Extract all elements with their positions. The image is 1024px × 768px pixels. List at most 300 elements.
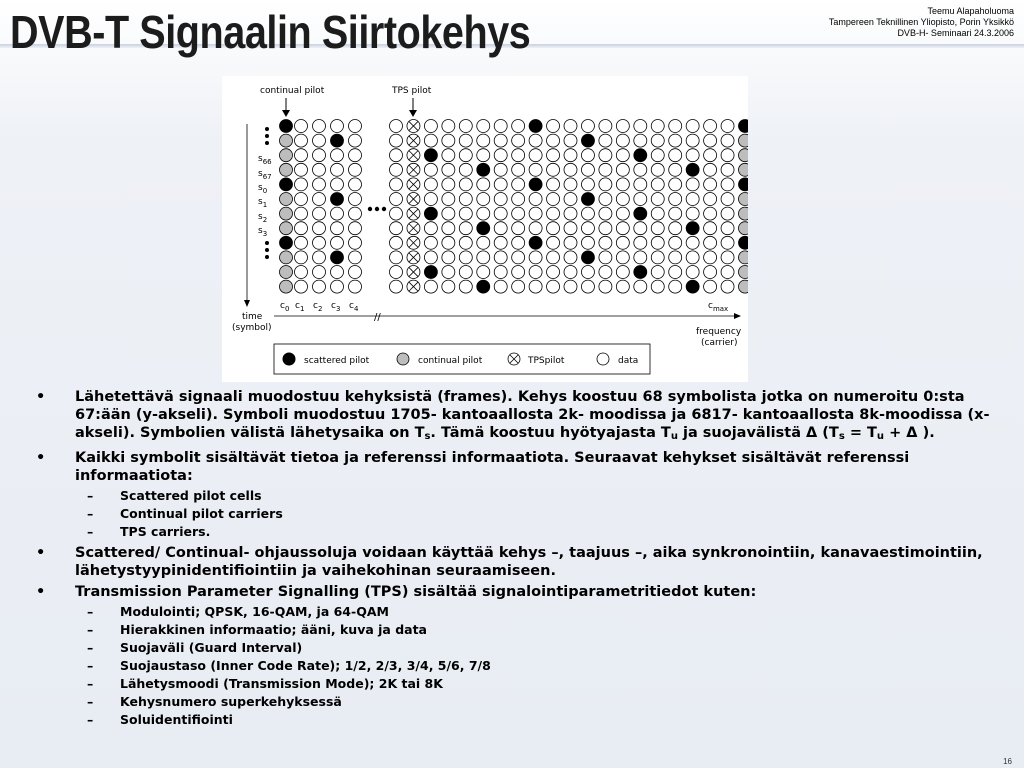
time-label-unit: (symbol) bbox=[232, 323, 272, 333]
data-cell bbox=[512, 149, 525, 162]
data-cell bbox=[581, 178, 594, 191]
bullet-synchronization: • Scattered/ Continual- ohjaussoluja voidaan käyttää kehys –, taajuus –, aika synkronointiin, kanavaestimointiin, lähetystyypinidentifiointiin ja vaihekohinan seuraamiseen. bbox=[36, 545, 983, 579]
data-cell bbox=[564, 251, 577, 264]
data-cell bbox=[313, 149, 326, 162]
data-cell bbox=[564, 134, 577, 147]
column-label-cmax: $c_{max}$ bbox=[708, 301, 729, 313]
sub-bullet: – Lähetysmoodi (Transmission Mode); 2K tai 8K bbox=[87, 676, 443, 691]
data-cell bbox=[442, 163, 455, 176]
data-cell bbox=[295, 207, 308, 220]
data-cell bbox=[390, 134, 403, 147]
dots-middle bbox=[368, 207, 386, 211]
data-cell bbox=[529, 163, 542, 176]
sub-bullet: – Suojaväli (Guard Interval) bbox=[87, 640, 303, 655]
data-cell bbox=[547, 149, 560, 162]
data-cell bbox=[599, 178, 612, 191]
scattered-pilot-cell bbox=[634, 266, 647, 279]
data-cell bbox=[669, 222, 682, 235]
data-cell bbox=[512, 163, 525, 176]
data-cell bbox=[442, 236, 455, 249]
data-cell bbox=[349, 178, 362, 191]
continual-pilot-cell bbox=[280, 193, 293, 206]
data-cell bbox=[313, 178, 326, 191]
column-label: $c_2$ bbox=[313, 301, 323, 313]
data-cell bbox=[459, 251, 472, 264]
data-cell bbox=[313, 280, 326, 293]
slide-title: DVB-T Signaalin Siirtokehys bbox=[10, 6, 531, 58]
data-cell bbox=[424, 163, 437, 176]
data-cell bbox=[547, 280, 560, 293]
data-cell bbox=[721, 236, 734, 249]
data-cell bbox=[616, 120, 629, 133]
data-cell bbox=[581, 222, 594, 235]
data-cell bbox=[313, 266, 326, 279]
bullet-reference-info: • Kaikki symbolit sisältävät tietoa ja referenssi informaatiota. Seuraavat kehykset sisältävät referenssi informaatiota: – Scattered pilot cells – Continual pilot carriers – TPS carriers. bbox=[36, 449, 996, 541]
data-cell bbox=[564, 120, 577, 133]
data-cell bbox=[459, 266, 472, 279]
data-cell bbox=[331, 280, 344, 293]
sub-bullet: – Kehysnumero superkehyksessä bbox=[87, 694, 342, 709]
tps-pilot-cell bbox=[407, 120, 420, 133]
data-cell bbox=[512, 178, 525, 191]
data-cell bbox=[442, 149, 455, 162]
data-cell bbox=[599, 120, 612, 133]
data-cell bbox=[349, 236, 362, 249]
data-cell bbox=[669, 178, 682, 191]
tps-pilot-cell bbox=[407, 251, 420, 264]
legend bbox=[274, 344, 650, 374]
data-cell bbox=[477, 134, 490, 147]
data-cell bbox=[564, 222, 577, 235]
column-label: $c_1$ bbox=[295, 301, 305, 313]
data-cell bbox=[349, 149, 362, 162]
slide-meta bbox=[829, 6, 1014, 39]
continual-pilot-label: continual pilot bbox=[260, 86, 325, 96]
continual-pilot-cell bbox=[739, 207, 749, 220]
scattered-pilot-cell bbox=[739, 236, 749, 249]
data-cell bbox=[669, 149, 682, 162]
legend-data-symbol bbox=[597, 353, 609, 365]
row-label: $s_2$ bbox=[258, 212, 268, 224]
sub-bullet: – Hierakkinen informaatio; ääni, kuva ja data bbox=[87, 622, 427, 637]
data-cell bbox=[331, 163, 344, 176]
column-labels bbox=[280, 301, 728, 313]
data-cell bbox=[704, 134, 717, 147]
data-cell bbox=[459, 280, 472, 293]
data-cell bbox=[390, 251, 403, 264]
sub-bullet: – Suojaustaso (Inner Code Rate); 1/2, 2/3, 3/4, 5/6, 7/8 bbox=[87, 658, 491, 673]
data-cell bbox=[721, 120, 734, 133]
data-cell bbox=[721, 193, 734, 206]
meta-author: Teemu Alapaholuoma bbox=[927, 6, 1014, 16]
tps-pilot-cell bbox=[407, 266, 420, 279]
dots-bottom bbox=[265, 241, 269, 259]
data-cell bbox=[721, 266, 734, 279]
tps-pilot-cell bbox=[407, 163, 420, 176]
data-cell bbox=[295, 266, 308, 279]
data-cell bbox=[512, 120, 525, 133]
data-cell bbox=[651, 178, 664, 191]
continual-pilot-cell bbox=[739, 149, 749, 162]
tps-pilot-cell bbox=[407, 178, 420, 191]
continual-pilot-cell bbox=[280, 120, 293, 133]
data-cell bbox=[529, 193, 542, 206]
row-label: $s_1$ bbox=[258, 197, 268, 209]
data-cell bbox=[651, 236, 664, 249]
time-label: time bbox=[242, 312, 263, 322]
data-cell bbox=[547, 207, 560, 220]
bullet-marker: • bbox=[36, 450, 46, 466]
data-cell bbox=[349, 193, 362, 206]
continual-pilot-cell bbox=[280, 251, 293, 264]
data-cell bbox=[424, 222, 437, 235]
data-cell bbox=[512, 266, 525, 279]
data-cell bbox=[442, 193, 455, 206]
scattered-pilot-cell bbox=[529, 120, 542, 133]
data-cell bbox=[669, 207, 682, 220]
data-cell bbox=[349, 266, 362, 279]
data-cell bbox=[295, 222, 308, 235]
data-cell bbox=[529, 207, 542, 220]
data-cell bbox=[547, 266, 560, 279]
data-cell bbox=[390, 207, 403, 220]
data-cell bbox=[547, 134, 560, 147]
tps-pilot-cell bbox=[407, 222, 420, 235]
data-cell bbox=[313, 163, 326, 176]
frequency-label-unit: (carrier) bbox=[701, 338, 738, 348]
scattered-pilot-cell bbox=[477, 163, 490, 176]
data-cell bbox=[349, 251, 362, 264]
data-cell bbox=[424, 193, 437, 206]
data-cell bbox=[390, 178, 403, 191]
data-cell bbox=[390, 120, 403, 133]
continual-pilot-cell bbox=[739, 134, 749, 147]
axis-break: // bbox=[374, 312, 381, 323]
data-cell bbox=[704, 207, 717, 220]
page-number: 16 bbox=[1003, 757, 1012, 766]
data-cell bbox=[477, 207, 490, 220]
data-cell bbox=[349, 120, 362, 133]
data-cell bbox=[477, 178, 490, 191]
data-cell bbox=[616, 251, 629, 264]
data-cell bbox=[669, 120, 682, 133]
data-cell bbox=[669, 266, 682, 279]
frequency-axis bbox=[274, 312, 742, 348]
data-cell bbox=[529, 222, 542, 235]
legend-scattered-label: scattered pilot bbox=[304, 356, 370, 366]
data-cell bbox=[634, 193, 647, 206]
data-cell bbox=[704, 222, 717, 235]
continual-pilot-cell bbox=[739, 193, 749, 206]
data-cell bbox=[331, 222, 344, 235]
tps-pilot-label: TPS pilot bbox=[392, 86, 432, 96]
data-cell bbox=[616, 149, 629, 162]
tps-pilot-cell bbox=[407, 236, 420, 249]
data-cell bbox=[686, 193, 699, 206]
data-cell bbox=[512, 222, 525, 235]
data-cell bbox=[494, 236, 507, 249]
data-cell bbox=[512, 134, 525, 147]
data-cell bbox=[616, 207, 629, 220]
data-cell bbox=[295, 236, 308, 249]
pilot-arrows bbox=[282, 98, 417, 117]
data-cell bbox=[442, 134, 455, 147]
data-cell bbox=[651, 251, 664, 264]
data-cell bbox=[331, 178, 344, 191]
data-cell bbox=[581, 163, 594, 176]
data-cell bbox=[721, 134, 734, 147]
data-cell bbox=[494, 193, 507, 206]
data-cell bbox=[313, 134, 326, 147]
data-cell bbox=[599, 280, 612, 293]
scattered-pilot-cell bbox=[424, 149, 437, 162]
data-cell bbox=[442, 251, 455, 264]
data-cell bbox=[651, 149, 664, 162]
data-cell bbox=[686, 266, 699, 279]
data-cell bbox=[512, 193, 525, 206]
data-cell bbox=[669, 134, 682, 147]
data-cell bbox=[512, 251, 525, 264]
data-cell bbox=[313, 251, 326, 264]
data-cell bbox=[634, 251, 647, 264]
scattered-pilot-cell bbox=[331, 193, 344, 206]
data-cell bbox=[704, 163, 717, 176]
tps-pilot-cell bbox=[407, 193, 420, 206]
data-cell bbox=[529, 134, 542, 147]
continual-pilot-cell bbox=[739, 222, 749, 235]
data-cell bbox=[424, 134, 437, 147]
row-label: $s_0$ bbox=[258, 183, 268, 195]
legend-tps-symbol bbox=[508, 353, 520, 365]
scattered-pilot-cell bbox=[686, 163, 699, 176]
data-cell bbox=[331, 236, 344, 249]
scattered-pilot-cell bbox=[634, 149, 647, 162]
data-cell bbox=[459, 236, 472, 249]
continual-pilot-cell bbox=[280, 134, 293, 147]
meta-event: DVB-H- Seminaari 24.3.2006 bbox=[897, 28, 1014, 38]
bullet-marker: • bbox=[36, 545, 46, 561]
data-cell bbox=[295, 134, 308, 147]
frequency-label: frequency bbox=[696, 327, 742, 337]
continual-pilot-cell bbox=[280, 222, 293, 235]
legend-continual-symbol bbox=[397, 353, 409, 365]
sub-bullet: – Modulointi; QPSK, 16-QAM, ja 64-QAM bbox=[87, 604, 389, 619]
data-cell bbox=[477, 193, 490, 206]
data-cell bbox=[721, 251, 734, 264]
data-cell bbox=[721, 207, 734, 220]
sub-bullet: – Continual pilot carriers bbox=[87, 506, 283, 521]
data-cell bbox=[669, 236, 682, 249]
data-cell bbox=[424, 280, 437, 293]
data-cell bbox=[651, 222, 664, 235]
data-cell bbox=[599, 207, 612, 220]
data-cell bbox=[634, 280, 647, 293]
continual-pilot-cell bbox=[280, 149, 293, 162]
data-cell bbox=[721, 178, 734, 191]
continual-pilot-cell bbox=[739, 266, 749, 279]
data-cell bbox=[599, 149, 612, 162]
continual-pilot-cell bbox=[280, 178, 293, 191]
data-cell bbox=[651, 120, 664, 133]
data-cell bbox=[651, 193, 664, 206]
data-cell bbox=[634, 178, 647, 191]
data-cell bbox=[651, 134, 664, 147]
data-cell bbox=[494, 149, 507, 162]
data-cell bbox=[564, 266, 577, 279]
data-cell bbox=[459, 134, 472, 147]
scattered-pilot-cell bbox=[686, 280, 699, 293]
data-cell bbox=[704, 280, 717, 293]
data-cell bbox=[669, 193, 682, 206]
data-cell bbox=[634, 222, 647, 235]
data-cell bbox=[331, 207, 344, 220]
data-cell bbox=[564, 236, 577, 249]
bullet-tps: • Transmission Parameter Signalling (TPS) sisältää signalointiparametritiedot kuten: – Modulointi; QPSK, 16-QAM, ja 64-QAM – Hierakkinen informaatio; ääni, kuva ja data – Suojaväli (Guard Interval) – Suojaustaso (Inner Code Rate); 1/2, 2/3, 3/4, 5/6, 7/8 – Lähetysmoodi (Transmission Mode); 2K tai 8K – Kehysnumero superkehyksessä – Soluidentifiointi bbox=[36, 583, 996, 729]
data-cell bbox=[494, 120, 507, 133]
data-cell bbox=[686, 149, 699, 162]
continual-pilot-cell bbox=[280, 266, 293, 279]
data-cell bbox=[686, 134, 699, 147]
bullet-list bbox=[36, 388, 996, 732]
data-cell bbox=[547, 251, 560, 264]
data-cell bbox=[349, 134, 362, 147]
data-cell bbox=[721, 163, 734, 176]
scattered-pilot-cell bbox=[634, 207, 647, 220]
data-cell bbox=[295, 251, 308, 264]
data-cell bbox=[529, 280, 542, 293]
data-cell bbox=[529, 266, 542, 279]
data-cell bbox=[581, 236, 594, 249]
data-cell bbox=[529, 149, 542, 162]
data-cell bbox=[704, 178, 717, 191]
data-cell bbox=[349, 280, 362, 293]
data-cell bbox=[477, 120, 490, 133]
data-cell bbox=[651, 266, 664, 279]
bullet-frame-structure: • Lähetettävä signaali muodostuu kehyksistä (frames). Kehys koostuu 68 symbolista jotka on numeroitu 0:sta 67:ään (y-akseli). Symboli muodostuu 1705- kantoaallosta 2k- moodissa ja 6817- kantoaallosta 8k-moodissa (x-akseli). Symbolien välistä lähetysaika on $T_s$. Tämä koostuu hyötyajasta $T_u$ ja suojavälistä Δ ($T_s = T_u + \Delta$ ). bbox=[36, 389, 990, 442]
data-cell bbox=[512, 280, 525, 293]
data-cell bbox=[634, 236, 647, 249]
data-cell bbox=[616, 163, 629, 176]
data-cell bbox=[704, 149, 717, 162]
data-cell bbox=[651, 280, 664, 293]
data-cell bbox=[547, 193, 560, 206]
data-cell bbox=[313, 120, 326, 133]
data-cell bbox=[313, 193, 326, 206]
continual-pilot-cell bbox=[739, 251, 749, 264]
data-cell bbox=[564, 207, 577, 220]
continual-pilot-cell bbox=[280, 236, 293, 249]
data-cell bbox=[686, 178, 699, 191]
data-cell bbox=[634, 134, 647, 147]
row-label: $s_{67}$ bbox=[258, 169, 272, 181]
data-cell bbox=[547, 222, 560, 235]
data-cell bbox=[349, 207, 362, 220]
tps-pilot-cell bbox=[407, 149, 420, 162]
scattered-pilot-cell bbox=[739, 120, 749, 133]
data-cell bbox=[686, 207, 699, 220]
data-cell bbox=[599, 163, 612, 176]
row-label: $s_{66}$ bbox=[258, 154, 272, 166]
column-label: $c_4$ bbox=[349, 301, 359, 313]
data-cell bbox=[494, 266, 507, 279]
data-cell bbox=[564, 163, 577, 176]
data-cell bbox=[390, 193, 403, 206]
time-axis bbox=[232, 124, 272, 333]
data-cell bbox=[634, 163, 647, 176]
data-cell bbox=[704, 266, 717, 279]
data-cell bbox=[313, 222, 326, 235]
data-cell bbox=[477, 266, 490, 279]
data-cell bbox=[494, 207, 507, 220]
row-label: $s_3$ bbox=[258, 226, 268, 238]
data-cell bbox=[331, 120, 344, 133]
data-cell bbox=[442, 266, 455, 279]
data-cell bbox=[686, 251, 699, 264]
data-cell bbox=[547, 163, 560, 176]
continual-pilot-cell bbox=[739, 163, 749, 176]
data-cell bbox=[349, 222, 362, 235]
data-cell bbox=[459, 222, 472, 235]
continual-pilot-cell bbox=[280, 163, 293, 176]
data-cell bbox=[295, 149, 308, 162]
data-cell bbox=[686, 236, 699, 249]
data-cell bbox=[704, 120, 717, 133]
data-cell bbox=[295, 163, 308, 176]
data-cell bbox=[581, 207, 594, 220]
data-cell bbox=[390, 222, 403, 235]
data-cell bbox=[599, 266, 612, 279]
data-cell bbox=[599, 193, 612, 206]
data-cell bbox=[390, 163, 403, 176]
data-cell bbox=[669, 280, 682, 293]
data-cell bbox=[512, 236, 525, 249]
scattered-pilot-cell bbox=[424, 207, 437, 220]
data-cell bbox=[442, 178, 455, 191]
scattered-pilot-cell bbox=[331, 251, 344, 264]
scattered-pilot-cell bbox=[581, 251, 594, 264]
legend-scattered-symbol bbox=[283, 353, 295, 365]
data-cell bbox=[634, 120, 647, 133]
tps-pilot-cell bbox=[407, 207, 420, 220]
data-cell bbox=[390, 280, 403, 293]
data-cell bbox=[459, 163, 472, 176]
data-cell bbox=[512, 207, 525, 220]
data-cell bbox=[442, 207, 455, 220]
column-label: $c_3$ bbox=[331, 301, 341, 313]
sub-bullet: – Scattered pilot cells bbox=[87, 488, 262, 503]
scattered-pilot-cell bbox=[477, 222, 490, 235]
data-cell bbox=[494, 280, 507, 293]
meta-affiliation: Tampereen Teknillinen Yliopisto, Porin Yksikkö bbox=[828, 17, 1014, 27]
data-cell bbox=[686, 120, 699, 133]
cell-grid bbox=[280, 120, 749, 294]
scattered-pilot-cell bbox=[529, 178, 542, 191]
frame-structure-diagram bbox=[222, 76, 748, 382]
data-cell bbox=[651, 207, 664, 220]
tps-pilot-cell bbox=[407, 134, 420, 147]
data-cell bbox=[721, 149, 734, 162]
data-cell bbox=[581, 149, 594, 162]
scattered-pilot-cell bbox=[331, 134, 344, 147]
data-cell bbox=[494, 178, 507, 191]
data-cell bbox=[581, 120, 594, 133]
frame-structure-figure bbox=[222, 76, 748, 382]
data-cell bbox=[704, 236, 717, 249]
data-cell bbox=[704, 251, 717, 264]
scattered-pilot-cell bbox=[739, 178, 749, 191]
data-cell bbox=[442, 222, 455, 235]
data-cell bbox=[564, 149, 577, 162]
